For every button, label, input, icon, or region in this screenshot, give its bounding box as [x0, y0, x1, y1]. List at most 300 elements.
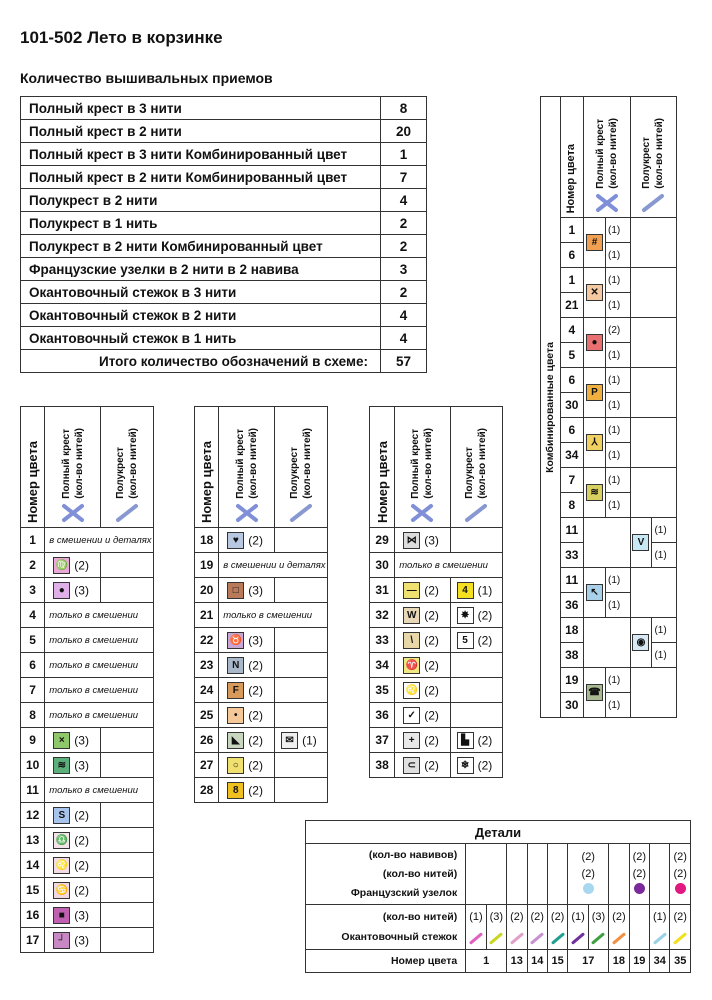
- backstitch-label: Окантовочный стежок: [341, 931, 458, 943]
- knot-label: Французский узелок: [350, 886, 458, 899]
- color-number: 37: [370, 728, 395, 753]
- summary-value: 2: [381, 281, 427, 304]
- combined-row: [541, 568, 677, 593]
- header-half-cross: Полукрест (кол-во нитей): [464, 428, 489, 499]
- table-row: [195, 528, 328, 553]
- symbol-icon: +: [403, 732, 420, 749]
- row-note: только в смешении: [219, 603, 328, 628]
- color-number: 22: [195, 628, 219, 653]
- summary-row: [21, 304, 427, 327]
- table-row: [370, 628, 503, 653]
- summary-row: [21, 120, 427, 143]
- table-row: [195, 678, 328, 703]
- thread-count: (1): [605, 468, 630, 493]
- color-number: 19: [560, 668, 584, 693]
- combined-symbol-icon: ⅄: [586, 434, 603, 451]
- table-row: [21, 928, 154, 953]
- color-number: 6: [560, 418, 584, 443]
- backstitch-line-icon: [510, 932, 524, 945]
- table-row: [21, 753, 154, 778]
- header-color-number: Номер цвета: [199, 440, 215, 523]
- thread-count: (2): [248, 683, 263, 697]
- backstitch-line-icon: [469, 932, 483, 945]
- thread-count: (2): [424, 758, 439, 772]
- row-note: только в смешении: [45, 703, 154, 728]
- color-number: 5: [560, 343, 584, 368]
- color-number: 20: [195, 578, 219, 603]
- header-color-number: Номер цвета: [25, 440, 41, 523]
- summary-label: Окантовочный стежок в 3 нити: [21, 281, 381, 304]
- table-row: [370, 728, 503, 753]
- color-number: 3: [21, 578, 45, 603]
- half-cross-icon: [115, 503, 139, 523]
- color-number: 4: [21, 603, 45, 628]
- symbol-icon: ♌: [403, 682, 420, 699]
- combined-row: [541, 418, 677, 443]
- color-number: 4: [560, 318, 584, 343]
- header-color-number: Номер цвета: [565, 143, 578, 213]
- backstitch-row: [306, 905, 691, 950]
- detail-color-number: 13: [507, 950, 527, 973]
- backstitch-line-icon: [571, 932, 585, 945]
- thread-count: (3): [74, 758, 89, 772]
- color-number: 6: [560, 243, 584, 268]
- combined-row: [541, 368, 677, 393]
- summary-label: Полный крест в 2 нити: [21, 120, 381, 143]
- summary-row: [21, 212, 427, 235]
- symbol-icon: ⊂: [403, 757, 420, 774]
- table-row: [370, 678, 503, 703]
- summary-label: Полный крест в 2 нити Комбинированный цвет: [21, 166, 381, 189]
- thread-count: (1): [605, 368, 630, 393]
- detail-color-number: 18: [609, 950, 629, 973]
- color-number: 32: [370, 603, 395, 628]
- thread-count: (3): [424, 533, 439, 547]
- thread-count: (2): [424, 608, 439, 622]
- thread-count: (3): [248, 633, 263, 647]
- row-note: только в смешении: [45, 778, 154, 803]
- backstitch-line-icon: [591, 932, 605, 945]
- summary-label: Французские узелки в 2 нити в 2 навива: [21, 258, 381, 281]
- thread-count: (1): [605, 593, 630, 618]
- table-row: [21, 603, 154, 628]
- thread-count: (2): [74, 558, 89, 572]
- half-symbol-icon: ✉: [281, 732, 298, 749]
- knot-label: (кол-во нитей): [382, 867, 458, 880]
- color-number: 1: [560, 218, 584, 243]
- half-symbol-icon: ✸: [457, 607, 474, 624]
- color-number: 38: [560, 643, 584, 668]
- thread-count: (1): [605, 293, 630, 318]
- color-number: 1: [21, 528, 45, 553]
- thread-count: (2): [424, 633, 439, 647]
- color-number: 10: [21, 753, 45, 778]
- combined-symbol-icon: ↖: [586, 584, 603, 601]
- symbol-table-1: [20, 406, 154, 953]
- color-number: 23: [195, 653, 219, 678]
- half-thread-count: (2): [477, 758, 493, 772]
- header-half-cross: Полукрест (кол-во нитей): [641, 118, 666, 189]
- color-number: 36: [370, 703, 395, 728]
- color-number: 6: [21, 653, 45, 678]
- color-number: 34: [370, 653, 395, 678]
- color-number: 35: [370, 678, 395, 703]
- table-row: [370, 553, 503, 578]
- table-row: [21, 678, 154, 703]
- thread-count: (2): [424, 658, 439, 672]
- symbol-icon: ♋: [53, 882, 70, 899]
- table-row: [21, 628, 154, 653]
- color-number: 1: [560, 268, 584, 293]
- combined-symbol-icon: #: [586, 234, 603, 251]
- backstitch-count: (2): [550, 911, 565, 923]
- header-color-number: Номер цвета: [374, 440, 390, 523]
- summary-label: Полный крест в 3 нити Комбинированный цвет: [21, 143, 381, 166]
- detail-color-number: 19: [629, 950, 649, 973]
- table-row: [21, 528, 154, 553]
- thread-count: (1): [605, 418, 630, 443]
- backstitch-count: (2): [612, 911, 626, 923]
- combined-symbol-icon: ☎: [586, 684, 603, 701]
- full-cross-icon: [235, 503, 259, 523]
- color-number: 38: [370, 753, 395, 778]
- combined-row: [541, 468, 677, 493]
- combined-symbol-icon: V: [632, 534, 649, 551]
- table-row: [370, 653, 503, 678]
- thread-count: (1): [652, 518, 677, 543]
- symbol-icon: N: [227, 657, 244, 674]
- summary-label: Полукрест в 2 нити Комбинированный цвет: [21, 235, 381, 258]
- table-header: [370, 407, 503, 528]
- table-header: [21, 407, 154, 528]
- row-note: только в смешении: [45, 678, 154, 703]
- thread-count: (3): [74, 908, 89, 922]
- table-row: [195, 703, 328, 728]
- thread-count: (2): [74, 808, 89, 822]
- color-number: 15: [21, 878, 45, 903]
- color-number: 18: [560, 618, 584, 643]
- table-row: [195, 578, 328, 603]
- summary-table: [20, 96, 427, 373]
- symbol-icon: ●: [53, 582, 70, 599]
- summary-value: 8: [381, 97, 427, 120]
- table-row: [195, 653, 328, 678]
- summary-row: [21, 235, 427, 258]
- full-cross-icon: [595, 193, 619, 213]
- knot-dot-icon: [675, 883, 686, 894]
- thread-count: (1): [605, 693, 630, 718]
- thread-count: (3): [74, 933, 89, 947]
- combined-symbol-icon: ●: [586, 334, 603, 351]
- row-note: только в смешении: [45, 653, 154, 678]
- summary-value: 20: [381, 120, 427, 143]
- color-number: 31: [370, 578, 395, 603]
- thread-count: (1): [605, 568, 630, 593]
- symbol-icon: ┘: [53, 932, 70, 949]
- color-number: 8: [21, 703, 45, 728]
- full-cross-icon: [61, 503, 85, 523]
- symbol-table-3: [369, 406, 503, 778]
- backstitch-label: (кол-во нитей): [382, 911, 458, 923]
- thread-count: (1): [605, 668, 630, 693]
- summary-row: [21, 97, 427, 120]
- symbol-icon: S: [53, 807, 70, 824]
- backstitch-line-icon: [673, 932, 687, 945]
- color-number: 21: [195, 603, 219, 628]
- row-note: только в смешении: [45, 603, 154, 628]
- color-number: 7: [560, 468, 584, 493]
- backstitch-count: (3): [489, 911, 504, 923]
- thread-count: (2): [424, 733, 439, 747]
- color-number: 12: [21, 803, 45, 828]
- summary-label: Окантовочный стежок в 1 нить: [21, 327, 381, 350]
- thread-count: (2): [248, 733, 263, 747]
- table-row: [195, 728, 328, 753]
- symbol-icon: F: [227, 682, 244, 699]
- detail-color-number: 14: [527, 950, 547, 973]
- table-header: [541, 97, 677, 218]
- color-number: 36: [560, 593, 584, 618]
- symbol-icon: ♉: [227, 632, 244, 649]
- color-number: 21: [560, 293, 584, 318]
- summary-value: 4: [381, 327, 427, 350]
- combined-row: [541, 518, 677, 543]
- symbol-icon: ×: [53, 732, 70, 749]
- section-title: Количество вышивальных приемов: [20, 70, 273, 86]
- symbol-icon: ≋: [53, 757, 70, 774]
- backstitch-line-icon: [489, 932, 503, 945]
- symbol-icon: ♌: [53, 857, 70, 874]
- row-note: в смешении и деталях: [219, 553, 328, 578]
- thread-count: (2): [74, 883, 89, 897]
- summary-row: [21, 281, 427, 304]
- combined-row: [541, 218, 677, 243]
- summary-label: Полукрест в 2 нити: [21, 189, 381, 212]
- half-symbol-icon: ▙: [457, 732, 474, 749]
- combined-symbol-icon: ≋: [586, 484, 603, 501]
- thread-count: (1): [605, 343, 630, 368]
- summary-row: [21, 143, 427, 166]
- backstitch-line-icon: [551, 932, 565, 945]
- summary-row: [21, 258, 427, 281]
- knot-label: (кол-во навивов): [368, 848, 458, 861]
- color-number: 7: [21, 678, 45, 703]
- symbol-icon: ♈: [403, 657, 420, 674]
- half-cross-icon: [641, 193, 665, 213]
- symbol-icon: ✓: [403, 707, 420, 724]
- color-number: 17: [21, 928, 45, 953]
- backstitch-count: (2): [510, 911, 524, 923]
- summary-value: 7: [381, 166, 427, 189]
- color-number: 11: [560, 568, 584, 593]
- backstitch-count: (2): [673, 911, 687, 923]
- combined-symbol-icon: P: [586, 384, 603, 401]
- table-row: [370, 528, 503, 553]
- combined-row: [541, 618, 677, 643]
- color-number: 24: [195, 678, 219, 703]
- combined-colors-table: [540, 96, 677, 718]
- thread-count: (2): [248, 533, 263, 547]
- thread-count: (2): [424, 683, 439, 697]
- details-table: [305, 820, 691, 973]
- symbol-icon: ⋈: [403, 532, 420, 549]
- color-number: 30: [370, 553, 395, 578]
- summary-label: Полукрест в 1 нить: [21, 212, 381, 235]
- table-row: [370, 578, 503, 603]
- color-number: 11: [560, 518, 584, 543]
- table-row: [21, 578, 154, 603]
- symbol-icon: •: [227, 707, 244, 724]
- thread-count: (2): [248, 708, 263, 722]
- summary-row: [21, 327, 427, 350]
- color-number: 5: [21, 628, 45, 653]
- table-row: [195, 778, 328, 803]
- half-thread-count: (2): [477, 733, 493, 747]
- summary-total-label: Итого количество обозначений в схеме:: [21, 350, 381, 373]
- thread-count: (1): [652, 643, 677, 668]
- header-combined: Комбинированные цвета: [543, 341, 556, 473]
- symbol-icon: ◣: [227, 732, 244, 749]
- thread-count: (1): [605, 243, 630, 268]
- header-full-cross: Полный крест (кол-во нитей): [410, 428, 435, 499]
- table-row: [21, 853, 154, 878]
- combined-row: [541, 318, 677, 343]
- color-number: 16: [21, 903, 45, 928]
- thread-count: (2): [424, 708, 439, 722]
- half-thread-count: (1): [302, 733, 317, 747]
- thread-count: (2): [74, 833, 89, 847]
- color-number: 33: [370, 628, 395, 653]
- thread-count: (2): [248, 783, 263, 797]
- details-title: Детали: [306, 821, 691, 844]
- row-note: только в смешении: [45, 628, 154, 653]
- half-cross-icon: [289, 503, 313, 523]
- summary-value: 4: [381, 304, 427, 327]
- table-row: [21, 703, 154, 728]
- thread-count: (3): [74, 583, 89, 597]
- table-header: [195, 407, 328, 528]
- row-note: в смешении и деталях: [45, 528, 154, 553]
- symbol-icon: \: [403, 632, 420, 649]
- backstitch-count: (2): [530, 911, 544, 923]
- thread-count: (1): [652, 543, 677, 568]
- summary-label: Окантовочный стежок в 2 нити: [21, 304, 381, 327]
- table-row: [195, 753, 328, 778]
- summary-total-row: [21, 350, 427, 373]
- color-number: 18: [195, 528, 219, 553]
- table-row: [370, 703, 503, 728]
- detail-color-number: 35: [670, 950, 691, 973]
- table-row: [370, 603, 503, 628]
- symbol-icon: W: [403, 607, 420, 624]
- color-number: 30: [560, 393, 584, 418]
- summary-value: 1: [381, 143, 427, 166]
- table-row: [21, 778, 154, 803]
- thread-count: (2): [74, 858, 89, 872]
- thread-count: (1): [605, 493, 630, 518]
- thread-count: (3): [74, 733, 89, 747]
- combined-symbol-icon: ✕: [586, 284, 603, 301]
- thread-count: (1): [605, 218, 630, 243]
- color-number: 28: [195, 778, 219, 803]
- summary-total-value: 57: [381, 350, 427, 373]
- symbol-icon: ♍: [53, 557, 70, 574]
- color-number: 34: [560, 443, 584, 468]
- backstitch-line-icon: [653, 932, 667, 945]
- thread-count: (1): [652, 618, 677, 643]
- half-thread-count: (1): [477, 583, 493, 597]
- color-number: 9: [21, 728, 45, 753]
- color-number: 26: [195, 728, 219, 753]
- summary-value: 2: [381, 212, 427, 235]
- summary-row: [21, 166, 427, 189]
- color-number: 25: [195, 703, 219, 728]
- thread-count: (2): [605, 318, 630, 343]
- table-row: [21, 653, 154, 678]
- symbol-icon: ○: [227, 757, 244, 774]
- symbol-icon: □: [227, 582, 244, 599]
- color-number: 6: [560, 368, 584, 393]
- header-half-cross: Полукрест (кол-во нитей): [289, 428, 314, 499]
- backstitch-line-icon: [612, 932, 626, 945]
- symbol-icon: ♥: [227, 532, 244, 549]
- knot-dot-icon: [583, 883, 594, 894]
- thread-count: (2): [248, 658, 263, 672]
- number-label: Номер цвета: [306, 950, 466, 973]
- header-half-cross: Полукрест (кол-во нитей): [115, 428, 140, 499]
- row-note: только в смешении: [395, 553, 503, 578]
- header-full-cross: Полный крест (кол-во нитей): [594, 118, 619, 189]
- header-full-cross: Полный крест (кол-во нитей): [60, 428, 85, 499]
- table-row: [21, 553, 154, 578]
- symbol-icon: 8: [227, 782, 244, 799]
- summary-value: 4: [381, 189, 427, 212]
- color-number: 13: [21, 828, 45, 853]
- table-row: [21, 903, 154, 928]
- thread-count: (1): [605, 268, 630, 293]
- detail-color-number: 34: [650, 950, 670, 973]
- header-full-cross: Полный крест (кол-во нитей): [234, 428, 259, 499]
- table-row: [21, 828, 154, 853]
- thread-count: (2): [424, 583, 439, 597]
- color-number: 14: [21, 853, 45, 878]
- combined-row: [541, 268, 677, 293]
- table-row: [21, 803, 154, 828]
- table-row: [195, 553, 328, 578]
- summary-value: 2: [381, 235, 427, 258]
- page-title: 101-502 Лето в корзинке: [20, 28, 223, 47]
- color-number: 30: [560, 693, 584, 718]
- half-symbol-icon: 4: [457, 582, 474, 599]
- backstitch-count: (1): [653, 911, 667, 923]
- backstitch-count: (3): [591, 911, 606, 923]
- summary-row: [21, 189, 427, 212]
- thread-count: (1): [605, 393, 630, 418]
- thread-count: (1): [605, 443, 630, 468]
- color-number: 19: [195, 553, 219, 578]
- summary-label: Полный крест в 3 нити: [21, 97, 381, 120]
- full-cross-icon: [410, 503, 434, 523]
- summary-value: 3: [381, 258, 427, 281]
- color-number: 33: [560, 543, 584, 568]
- thread-count: (3): [248, 583, 263, 597]
- detail-color-number: 15: [547, 950, 567, 973]
- symbol-table-2: [194, 406, 328, 803]
- color-number: 2: [21, 553, 45, 578]
- symbol-icon: —: [403, 582, 420, 599]
- backstitch-count: (1): [469, 911, 483, 923]
- symbol-icon: ■: [53, 907, 70, 924]
